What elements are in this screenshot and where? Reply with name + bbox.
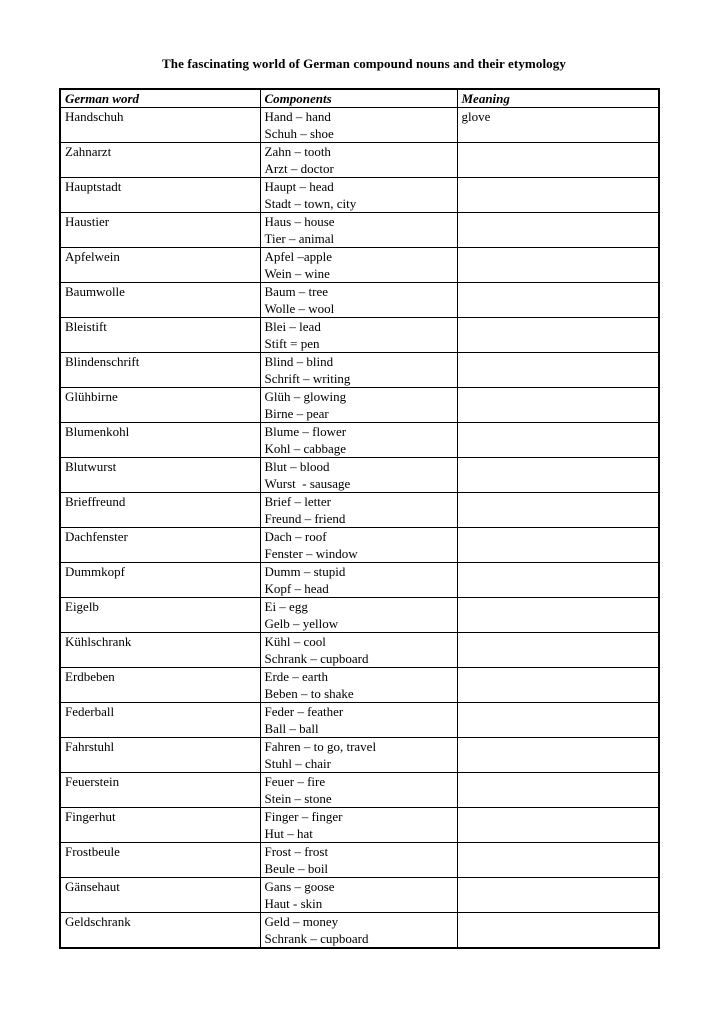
components-cell (260, 458, 457, 493)
components-cell (260, 878, 457, 913)
german-word-cell: Handschuh (60, 108, 260, 143)
components-cell (260, 388, 457, 423)
meaning-cell (457, 703, 659, 738)
table-row (60, 703, 659, 738)
german-word-cell: Baumwolle (60, 283, 260, 318)
german-word-cell: Zahnarzt (60, 143, 260, 178)
meaning-cell (457, 318, 659, 353)
german-word-cell: Apfelwein (60, 248, 260, 283)
meaning-cell (457, 248, 659, 283)
german-word-cell: Feuerstein (60, 773, 260, 808)
component-second: Schrift – writing (264, 371, 351, 386)
table-row (60, 563, 659, 598)
component-second: Freund – friend (264, 511, 346, 526)
table-row (60, 283, 659, 318)
component-second: Kopf – head (264, 581, 329, 596)
meaning-cell (457, 388, 659, 423)
table-row (60, 353, 659, 388)
components-cell (260, 773, 457, 808)
meaning-cell (457, 913, 659, 949)
german-word-cell: Federball (60, 703, 260, 738)
component-second: Hut – hat (264, 826, 313, 841)
component-first: Blume – flower (264, 424, 347, 439)
component-first: Kühl – cool (264, 634, 326, 649)
meaning-cell (457, 528, 659, 563)
table-row (60, 598, 659, 633)
components-cell (260, 563, 457, 598)
component-first: Ei – egg (264, 599, 308, 614)
german-word-cell: Glühbirne (60, 388, 260, 423)
meaning-cell (457, 213, 659, 248)
table-row (60, 668, 659, 703)
table-row (60, 108, 659, 143)
component-first: Dach – roof (264, 529, 327, 544)
meaning-cell (457, 493, 659, 528)
table-row (60, 878, 659, 913)
components-cell (260, 108, 457, 143)
component-first: Blind – blind (264, 354, 334, 369)
meaning-cell (457, 563, 659, 598)
components-cell (260, 668, 457, 703)
component-first: Feder – feather (264, 704, 344, 719)
components-cell (260, 213, 457, 248)
component-first: Gans – goose (264, 879, 335, 894)
component-first: Apfel –apple (264, 249, 333, 264)
table-row (60, 843, 659, 878)
component-second: Birne – pear (264, 406, 329, 421)
table-row (60, 528, 659, 563)
meaning-cell (457, 773, 659, 808)
meaning-cell (457, 808, 659, 843)
table-row (60, 458, 659, 493)
table-row (60, 633, 659, 668)
meaning-cell (457, 143, 659, 178)
component-first: Haus – house (264, 214, 335, 229)
meaning-cell (457, 878, 659, 913)
component-second: Wein – wine (264, 266, 330, 281)
component-first: Glüh – glowing (264, 389, 347, 404)
component-second: Ball – ball (264, 721, 319, 736)
meaning-cell (457, 633, 659, 668)
components-cell (260, 913, 457, 949)
components-cell (260, 353, 457, 388)
component-first: Hand – hand (264, 109, 331, 124)
compound-nouns-table (59, 88, 660, 949)
german-word-cell: Hauptstadt (60, 178, 260, 213)
component-second: Stein – stone (264, 791, 332, 806)
component-second: Schrank – cupboard (264, 931, 369, 946)
component-second: Stift = pen (264, 336, 320, 351)
column-header-german-word: German word (60, 89, 260, 108)
german-word-cell: Erdbeben (60, 668, 260, 703)
components-cell (260, 423, 457, 458)
table-row (60, 773, 659, 808)
table-row (60, 248, 659, 283)
german-word-cell: Kühlschrank (60, 633, 260, 668)
component-second: Wurst - sausage (264, 476, 351, 491)
components-cell (260, 808, 457, 843)
meaning-cell (457, 598, 659, 633)
components-cell (260, 633, 457, 668)
component-first: Erde – earth (264, 669, 329, 684)
german-word-cell: Haustier (60, 213, 260, 248)
component-second: Schuh – shoe (264, 126, 334, 141)
column-header-meaning: Meaning (457, 89, 659, 108)
components-cell (260, 143, 457, 178)
table-row (60, 738, 659, 773)
meaning-cell (457, 423, 659, 458)
meaning-cell: glove (457, 108, 659, 143)
component-second: Stadt – town, city (264, 196, 357, 211)
components-cell (260, 528, 457, 563)
table-row (60, 213, 659, 248)
component-second: Beule – boil (264, 861, 329, 876)
component-first: Dumm – stupid (264, 564, 346, 579)
components-cell (260, 248, 457, 283)
component-second: Wolle – wool (264, 301, 335, 316)
meaning-cell (457, 738, 659, 773)
table-row (60, 318, 659, 353)
component-first: Blei – lead (264, 319, 321, 334)
meaning-cell (457, 283, 659, 318)
german-word-cell: Dachfenster (60, 528, 260, 563)
component-first: Haupt – head (264, 179, 334, 194)
table-row (60, 913, 659, 949)
german-word-cell: Fahrstuhl (60, 738, 260, 773)
component-second: Kohl – cabbage (264, 441, 347, 456)
component-second: Stuhl – chair (264, 756, 331, 771)
meaning-cell (457, 178, 659, 213)
german-word-cell: Geldschrank (60, 913, 260, 949)
components-cell (260, 178, 457, 213)
german-word-cell: Blindenschrift (60, 353, 260, 388)
component-second: Beben – to shake (264, 686, 354, 701)
german-word-cell: Blutwurst (60, 458, 260, 493)
german-word-cell: Eigelb (60, 598, 260, 633)
component-second: Haut - skin (264, 896, 323, 911)
components-cell (260, 738, 457, 773)
meaning-cell (457, 353, 659, 388)
components-cell (260, 318, 457, 353)
german-word-cell: Gänsehaut (60, 878, 260, 913)
table-row (60, 388, 659, 423)
meaning-cell (457, 843, 659, 878)
component-first: Brief – letter (264, 494, 331, 509)
component-second: Fenster – window (264, 546, 358, 561)
component-second: Arzt – doctor (264, 161, 334, 176)
german-word-cell: Frostbeule (60, 843, 260, 878)
component-first: Zahn – tooth (264, 144, 331, 159)
components-cell (260, 598, 457, 633)
meaning-cell (457, 668, 659, 703)
component-second: Gelb – yellow (264, 616, 339, 631)
meaning-cell (457, 458, 659, 493)
table-header-row (60, 89, 659, 108)
german-word-cell: Blumenkohl (60, 423, 260, 458)
german-word-cell: Fingerhut (60, 808, 260, 843)
components-cell (260, 703, 457, 738)
components-cell (260, 843, 457, 878)
component-first: Frost – frost (264, 844, 329, 859)
german-word-cell: Brieffreund (60, 493, 260, 528)
component-first: Finger – finger (264, 809, 343, 824)
component-first: Blut – blood (264, 459, 330, 474)
table-row (60, 423, 659, 458)
component-first: Fahren – to go, travel (264, 739, 377, 754)
components-cell (260, 493, 457, 528)
table-row (60, 808, 659, 843)
table-row (60, 178, 659, 213)
table-row (60, 143, 659, 178)
components-cell (260, 283, 457, 318)
table-row (60, 493, 659, 528)
german-word-cell: Bleistift (60, 318, 260, 353)
component-second: Schrank – cupboard (264, 651, 369, 666)
page-title: The fascinating world of German compound nouns and their etymology (162, 56, 566, 71)
german-word-cell: Dummkopf (60, 563, 260, 598)
component-second: Tier – animal (264, 231, 335, 246)
column-header-components: Components (260, 89, 457, 108)
component-first: Feuer – fire (264, 774, 326, 789)
component-first: Geld – money (264, 914, 339, 929)
component-first: Baum – tree (264, 284, 329, 299)
